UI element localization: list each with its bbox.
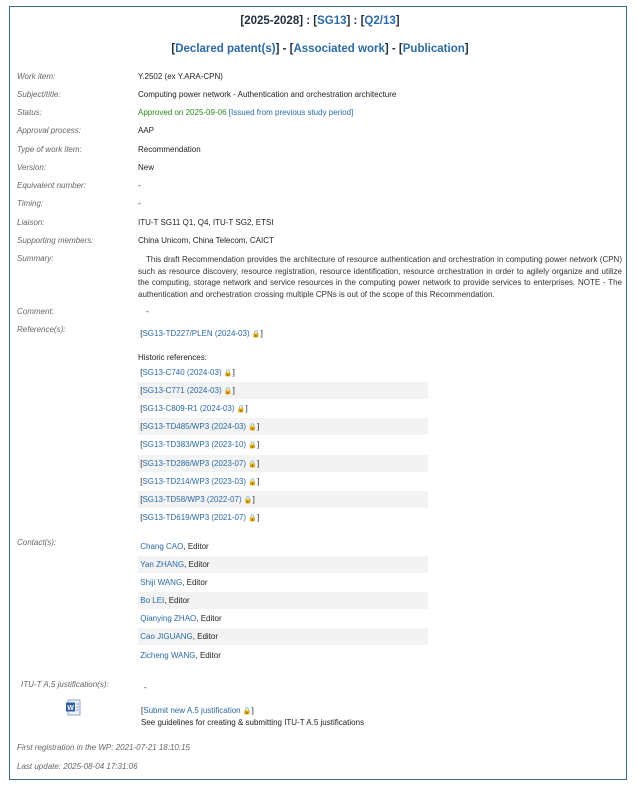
status-label: Status: (17, 108, 42, 117)
associated-work-link[interactable]: Associated work (293, 43, 385, 55)
lock-icon: 🔒 (248, 424, 258, 431)
contact-row: Chang CAO, Editor (140, 542, 209, 551)
equivalent-label: Equivalent number: (17, 181, 86, 190)
historic-reference-row: [SG13-C740 (2024-03) 🔒] (138, 368, 235, 377)
version-label: Version: (17, 163, 47, 172)
contact-name-link[interactable]: Yan ZHANG (140, 560, 185, 569)
subject-value: Computing power network - Authentication and orchestration architecture (138, 90, 397, 99)
historic-reference-link[interactable]: SG13-TD619/WP3 (2021-07) (142, 513, 247, 522)
equivalent-value: - (138, 181, 141, 190)
submit-justification-link[interactable]: Submit new A.5 justification (143, 706, 241, 715)
contact-name-link[interactable]: Chang CAO (140, 542, 184, 551)
justification-label: ITU-T A.5 justification(s): (21, 680, 109, 689)
contact-row: Qianying ZHAO, Editor (140, 614, 222, 623)
timing-label: Timing: (17, 199, 44, 208)
contact-row: Yan ZHANG, Editor (138, 556, 428, 573)
contact-name-link[interactable]: Zicheng WANG (140, 651, 196, 660)
justification-value: - (144, 683, 147, 692)
lock-icon: 🔒 (236, 406, 246, 413)
lock-icon: 🔒 (243, 497, 253, 504)
work-item-value: Y.2502 (ex Y.ARA-CPN) (138, 72, 223, 81)
approval-value-link[interactable]: AAP (138, 126, 155, 135)
historic-reference-row: [SG13-TD286/WP3 (2023-07) 🔒] (138, 455, 428, 472)
type-label: Type of work item: (17, 145, 82, 154)
type-value: Recommendation (138, 145, 201, 154)
historic-references-label: Historic references: (138, 353, 207, 362)
nav-links: [Declared patent(s)] - [Associated work] - [Publication] (171, 43, 469, 55)
lock-icon: 🔒 (248, 479, 258, 486)
contacts-label: Contact(s): (17, 538, 57, 547)
liaison-value: ITU-T SG11 Q1, Q4, ITU-T SG2, ETSI (138, 218, 274, 227)
declared-patents-link[interactable]: Declared patent(s) (175, 43, 276, 55)
status-value (138, 108, 353, 117)
summary-text: This draft Recommendation provides the architecture of resource authentication and orchestration in computing power network (CPN) such as resource discovery, resource registration, resource identification, resource orchestration in order to agilely organize and utilize the computing, storage network and service resources in the computing power network to provide services to enterprises. NOTE - The authentication and orchestration crossing multiple CPNs is out of the scope of this Recommendation. (138, 255, 622, 299)
reference-main: [SG13-TD227/PLEN (2024-03) 🔒] (138, 329, 263, 338)
reference-main-link[interactable]: SG13-TD227/PLEN (2024-03) (142, 329, 250, 338)
contact-row: Shiji WANG, Editor (140, 578, 208, 587)
last-update: Last update: 2025-08-04 17:31:06 (17, 762, 138, 771)
approval-label: Approval process: (17, 126, 82, 135)
first-registration: First registration in the WP: 2021-07-21 18:10:15 (17, 743, 190, 752)
contact-name-link[interactable]: Qianying ZHAO (140, 614, 197, 623)
contact-row: Zicheng WANG, Editor (140, 651, 221, 660)
references-label: Reference(s): (17, 325, 66, 334)
guidelines-link[interactable]: See guidelines for creating & submitting ITU-T A.5 justifications (141, 718, 365, 727)
svg-text:W: W (67, 704, 74, 712)
timing-value: - (138, 199, 141, 208)
contact-row: Cao JIGUANG, Editor (138, 628, 428, 645)
comment-value: - (146, 307, 149, 316)
historic-reference-link[interactable]: SG13-C740 (2024-03) (142, 368, 222, 377)
historic-reference-row: [SG13-TD485/WP3 (2024-03) 🔒] (138, 418, 428, 435)
historic-reference-row: [SG13-TD383/WP3 (2023-10) 🔒] (138, 440, 260, 449)
work-item-label: Work item: (17, 72, 56, 81)
page-title: [2025-2028] : [SG13] : [Q2/13] (240, 15, 400, 27)
version-value: New (138, 163, 155, 172)
status-text: Approved on 2025-09-06 (138, 108, 227, 117)
word-document-icon[interactable] (65, 699, 81, 716)
historic-reference-link[interactable]: SG13-TD286/WP3 (2023-07) (142, 459, 247, 468)
historic-reference-row: [SG13-TD214/WP3 (2023-03) 🔒] (138, 477, 260, 486)
historic-reference-row: [SG13-TD58/WP3 (2022-07) 🔒] (138, 491, 428, 508)
historic-reference-row: [SG13-C809-R1 (2024-03) 🔒] (138, 404, 248, 413)
lock-icon: 🔒 (223, 370, 233, 377)
comment-label: Comment: (17, 307, 54, 316)
supporting-label: Supporting members: (17, 236, 94, 245)
historic-reference-link[interactable]: SG13-TD383/WP3 (2023-10) (142, 440, 247, 449)
lock-icon: 🔒 (248, 442, 258, 449)
contact-name-link[interactable]: Cao JIGUANG (140, 632, 193, 641)
question-link[interactable]: Q2/13 (364, 15, 396, 27)
subject-label: Subject/title: (17, 90, 61, 99)
study-period: [2025-2028] (240, 15, 304, 27)
contact-name-link[interactable]: Bo LEI (140, 596, 165, 605)
supporting-value: China Unicom, China Telecom, CAICT (138, 236, 274, 245)
lock-icon: 🔒 (248, 461, 258, 468)
historic-reference-link[interactable]: SG13-C771 (2024-03) (142, 386, 222, 395)
historic-reference-link[interactable]: SG13-C809-R1 (2024-03) (142, 404, 235, 413)
historic-reference-link[interactable]: SG13-TD485/WP3 (2024-03) (142, 422, 247, 431)
historic-reference-row: [SG13-TD619/WP3 (2021-07) 🔒] (138, 513, 260, 522)
lock-icon: 🔒 (248, 515, 258, 522)
historic-reference-row: [SG13-C771 (2024-03) 🔒] (138, 382, 428, 399)
historic-reference-link[interactable]: SG13-TD58/WP3 (2022-07) (142, 495, 242, 504)
contact-row: Bo LEI, Editor (138, 592, 428, 609)
lock-icon: 🔒 (223, 388, 233, 395)
liaison-label: Liaison: (17, 218, 45, 227)
historic-reference-link[interactable]: SG13-TD214/WP3 (2023-03) (142, 477, 247, 486)
summary-label: Summary: (17, 254, 54, 263)
lock-icon: 🔒 (251, 331, 261, 338)
contact-name-link[interactable]: Shiji WANG (140, 578, 183, 587)
submit-justification: [Submit new A.5 justification 🔒] (141, 706, 254, 715)
issued-previous-period-link[interactable]: [Issued from previous study period] (228, 108, 354, 117)
lock-icon: 🔒 (242, 708, 252, 715)
sg13-link[interactable]: SG13 (317, 15, 347, 27)
publication-link[interactable]: Publication (402, 43, 465, 55)
